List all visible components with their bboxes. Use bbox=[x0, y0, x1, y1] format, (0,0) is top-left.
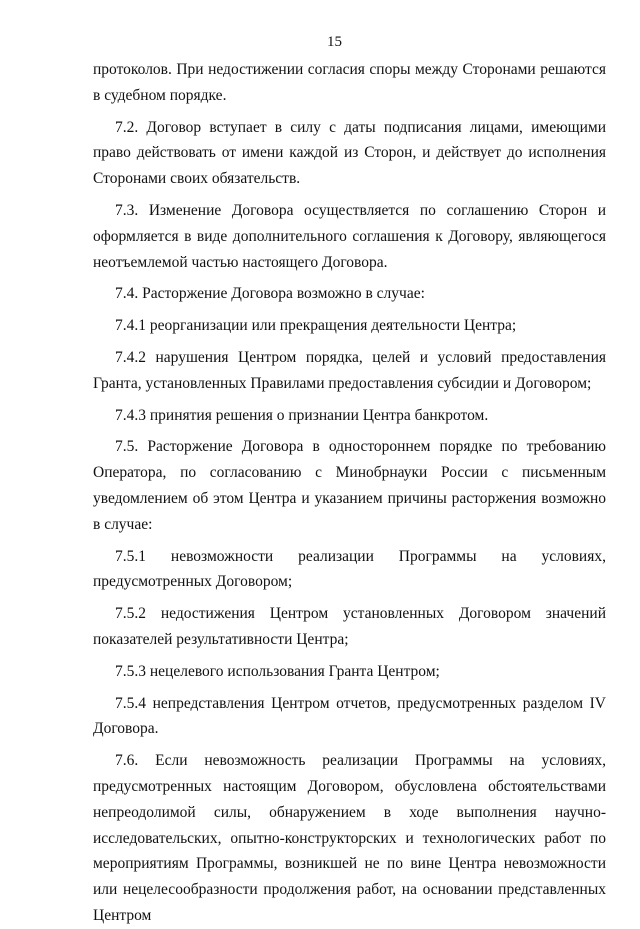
paragraph-7-4: 7.4. Расторжение Договора возможно в случае: bbox=[115, 285, 425, 303]
paragraph-7-5: 7.5. Расторжение Договора в одностороннем порядке по требованию Оператора, по согласованию с Минобрнауки России с письменным уведомлением об этом Центра и указанием причины расторжения возможно в случае: bbox=[93, 438, 606, 533]
paragraph-7-5-4: 7.5.4 непредставления Центром отчетов, предусмотренных разделом IV Договора. bbox=[93, 694, 606, 738]
paragraph-7-5-1: 7.5.1 невозможности реализации Программы на условиях, предусмотренных Договором; bbox=[93, 547, 606, 591]
page-number: 15 bbox=[327, 34, 342, 50]
paragraph-7-5-3: 7.5.3 нецелевого использования Гранта Центром; bbox=[115, 662, 440, 680]
paragraph-7-5-2: 7.5.2 недостижения Центром установленных Договором значений показателей результативности Центра; bbox=[93, 605, 606, 648]
paragraph-7-2: 7.2. Договор вступает в силу с даты подписания лицами, имеющими право действовать от имени каждой из Сторон, и действует до исполнения Сторонами своих обязательств. bbox=[93, 118, 606, 188]
paragraph-7-1-continuation: протоколов. При недостижении согласия споры между Сторонами решаются в судебном порядке. bbox=[93, 61, 606, 104]
paragraph-7-6: 7.6. Если невозможность реализации Программы на условиях, предусмотренных настоящим Договором, обусловлена обстоятельствами непреодолимой силы, обнаружением в ходе выполнения научно-исследовательских, опытно-конструкторских и технологических работ по мероприятиям Программы, возникшей не по вине Центра невозможности или нецелесообразности продолжения работ, на основании представленных Центром bbox=[93, 752, 606, 924]
paragraph-7-4-3: 7.4.3 принятия решения о признании Центра банкротом. bbox=[115, 406, 489, 424]
paragraph-7-4-1: 7.4.1 реорганизации или прекращения деятельности Центра; bbox=[115, 317, 517, 335]
paragraph-7-3: 7.3. Изменение Договора осуществляется по соглашению Сторон и оформляется в виде дополнительного соглашения к Договору, являющегося неотъемлемой частью настоящего Договора. bbox=[93, 201, 606, 271]
paragraph-7-4-2: 7.4.2 нарушения Центром порядка, целей и условий предоставления Гранта, установленных Правилами предоставления субсидии и Договором; bbox=[93, 348, 606, 392]
